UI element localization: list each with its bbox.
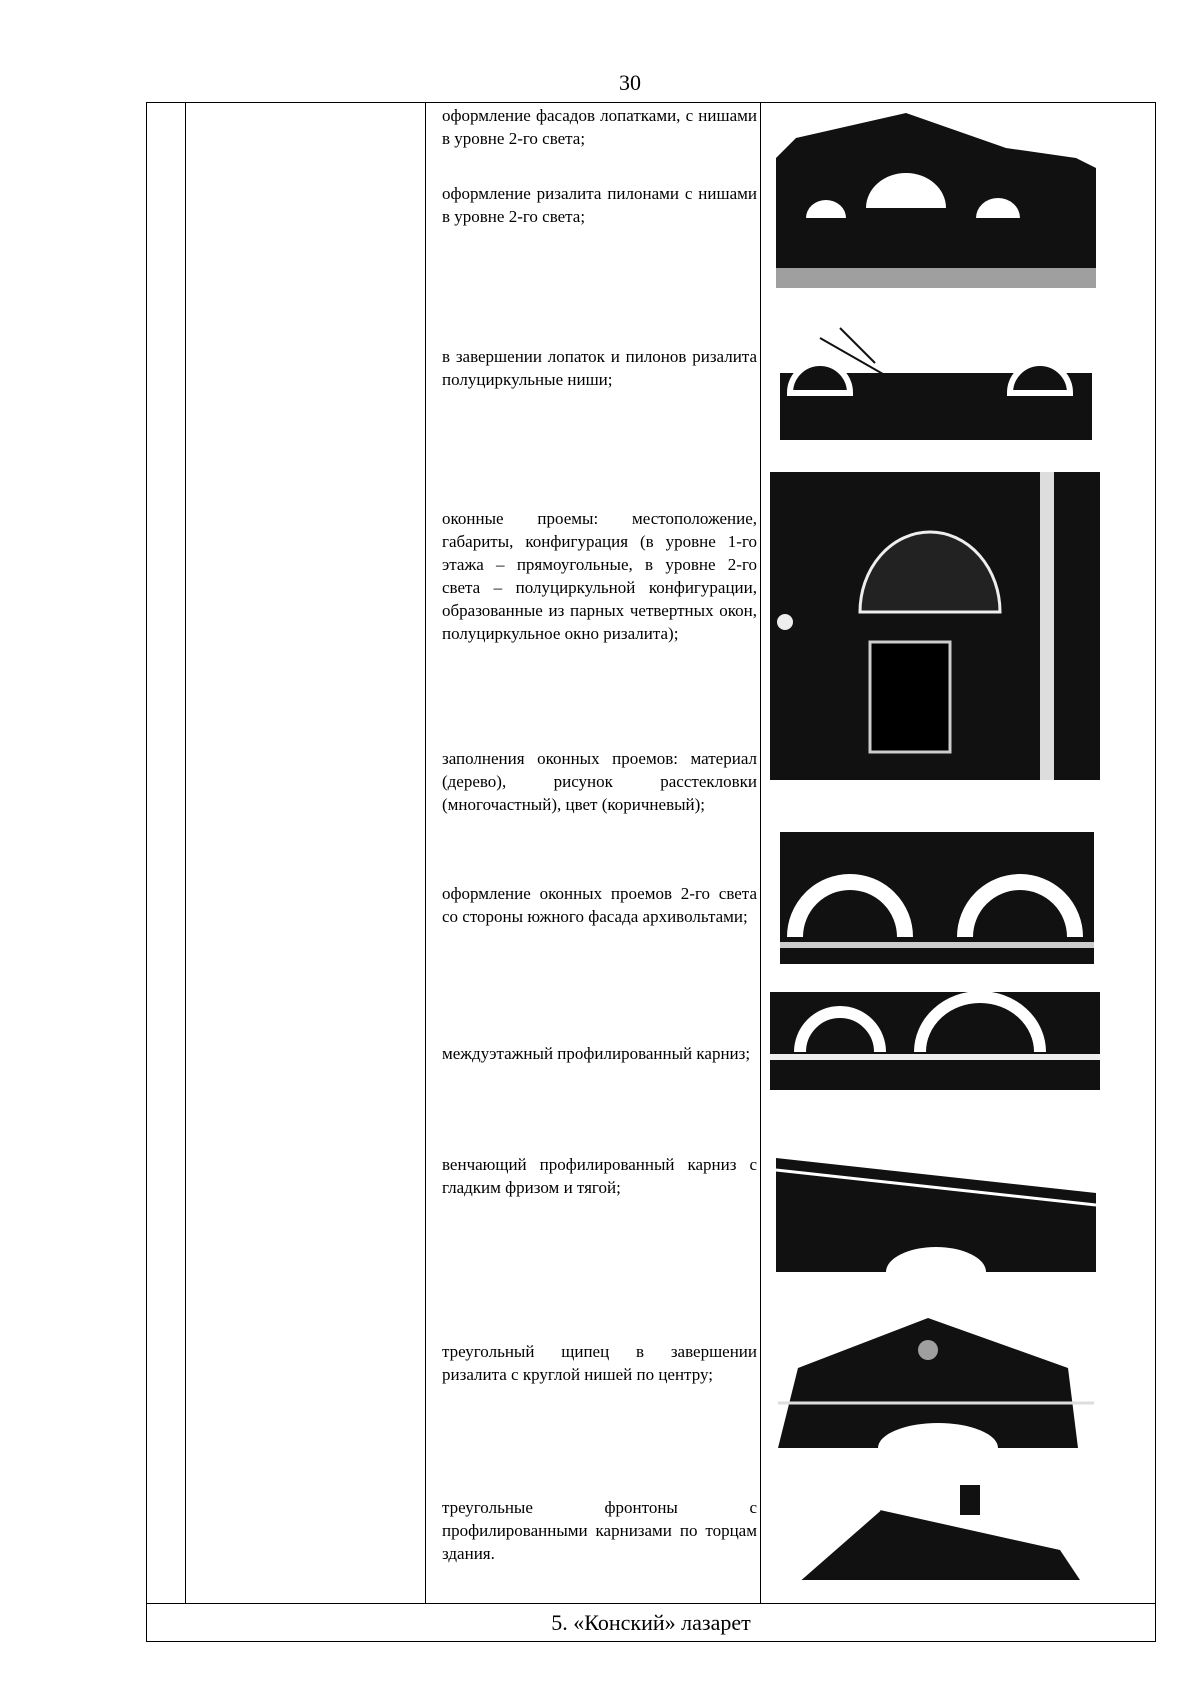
- column-divider: [185, 103, 186, 1603]
- column-divider: [425, 103, 426, 1603]
- building-facade-photo: [776, 108, 1096, 288]
- column-divider: [760, 103, 761, 1603]
- feature-description: оформление ризалита пилонами с нишами в уровне 2-го света;: [442, 184, 757, 226]
- feature-description: треугольные фронтоны с профилированными карнизами по торцам здания.: [442, 1498, 757, 1563]
- archivolts-photo: [780, 832, 1094, 964]
- feature-description: междуэтажный профилированный карниз;: [442, 1044, 751, 1063]
- interfloor-cornice-photo: [770, 992, 1100, 1090]
- feature-description: в завершении лопаток и пилонов ризалита полуциркульные ниши;: [442, 347, 757, 389]
- section-title: 5. «Конский» лазарет: [551, 1610, 751, 1635]
- feature-description: оформление оконных проемов 2-го света со стороны южного фасада архивольтами;: [442, 884, 757, 926]
- feature-description: оформление фасадов лопатками, с нишами в уровне 2-го света;: [442, 106, 757, 148]
- row-divider: [147, 1603, 1155, 1604]
- page-number: 30: [619, 70, 641, 95]
- window-openings-photo: [770, 472, 1100, 780]
- feature-description: заполнения оконных проемов: материал (дерево), рисунок расстекловки (многочастный), цвет (коричневый);: [442, 749, 757, 814]
- triangular-gable-photo: [778, 1318, 1094, 1448]
- pediments-photo: [780, 1480, 1094, 1580]
- feature-description: венчающий профилированный карниз с гладким фризом и тягой;: [442, 1155, 757, 1197]
- semicircular-niches-photo: [780, 318, 1092, 440]
- feature-description: оконные проемы: местоположение, габариты, конфигурация (в уровне 1-го этажа – прямоугольные, в уровне 2-го света – полуциркульной конфигурации, образованные из парных четвертных окон, полуциркульное окно ризалита);: [442, 509, 757, 643]
- crowning-cornice-photo: [776, 1148, 1096, 1272]
- feature-description: треугольный щипец в завершении ризалита с круглой нишей по центру;: [442, 1342, 757, 1384]
